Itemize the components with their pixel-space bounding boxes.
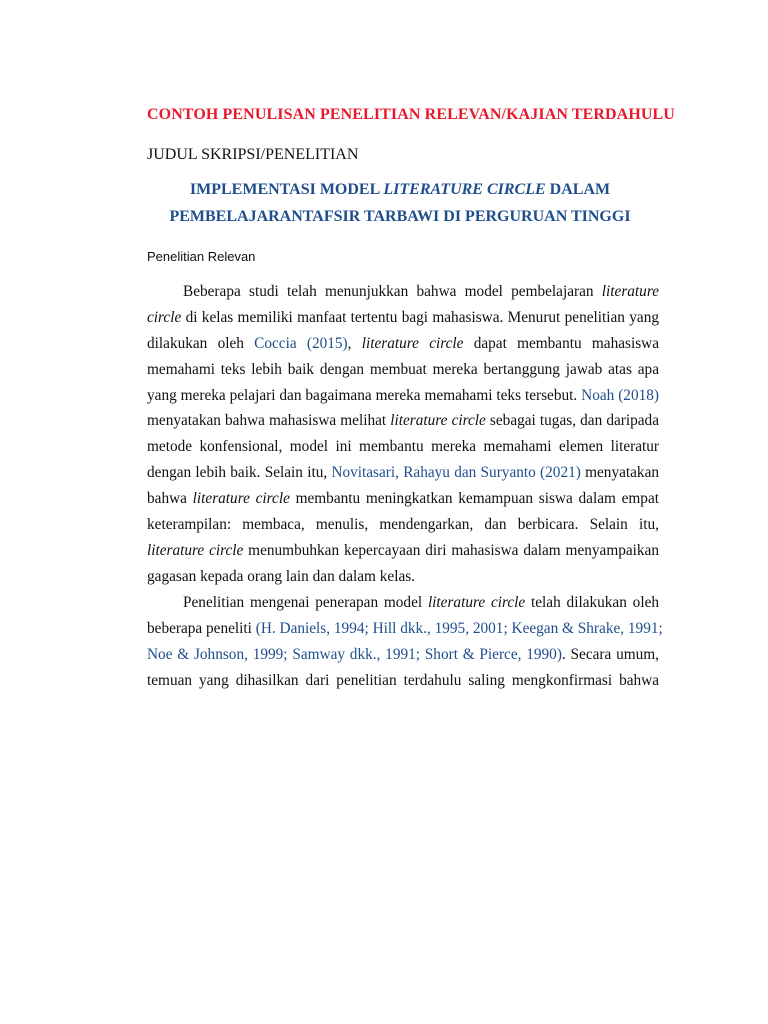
- paragraph-line: bahwa literature circle membantu meningkatkan kemampuan siswa dalam empat: [147, 490, 659, 508]
- subheading-penelitian-relevan: Penelitian Relevan: [147, 249, 256, 264]
- citation-novitasari[interactable]: Novitasari, Rahayu dan Suryanto (2021): [331, 464, 581, 482]
- citation-list-1[interactable]: (H. Daniels, 1994; Hill dkk., 1995, 2001; Keegan & Shrake, 1991;: [255, 619, 663, 637]
- title-line-1-italic: LITERATURE CIRCLE: [383, 181, 546, 198]
- paragraph-line: keterampilan: membaca, menulis, mendengarkan, dan berbicara. Selain itu,: [147, 516, 659, 534]
- paragraph-line: metode konfensional, model ini membantu mereka memahami elemen literatur: [147, 438, 659, 456]
- paragraph-line: circle di kelas memiliki manfaat tertentu bagi mahasiswa. Menurut penelitian yang: [147, 308, 659, 326]
- title-line-1-part-1: IMPLEMENTASI MODEL: [189, 181, 384, 198]
- paragraph-line: Noe & Johnson, 1999; Samway dkk., 1991; Short & Pierce, 1990). Secara umum,: [147, 645, 659, 663]
- paragraph-line: temuan yang dihasilkan dari penelitian terdahulu saling mengkonfirmasi bahwa: [147, 671, 659, 689]
- judul-label: JUDUL SKRIPSI/PENELITIAN: [147, 146, 359, 163]
- paragraph-line: dilakukan oleh Coccia (2015), literature circle dapat membantu mahasiswa: [147, 334, 660, 352]
- paragraph-line: Penelitian mengenai penerapan model literature circle telah dilakukan oleh: [183, 594, 660, 611]
- paragraph-2: [147, 590, 663, 694]
- title-line-1-part-2: DALAM: [545, 181, 611, 198]
- paragraph-1: [147, 279, 659, 590]
- paragraph-line: gagasan kepada orang lain dan dalam kelas.: [147, 567, 416, 585]
- title-line-1: [140, 181, 660, 199]
- main-heading: CONTOH PENULISAN PENELITIAN RELEVAN/KAJIAN TERDAHULU: [147, 106, 675, 123]
- citation-coccia[interactable]: Coccia (2015): [254, 334, 348, 352]
- citation-noah[interactable]: Noah (2018): [581, 386, 659, 404]
- title-line-2: PEMBELAJARANTAFSIR TARBAWI DI PERGURUAN TINGGI: [169, 208, 631, 225]
- paragraph-line: beberapa peneliti (H. Daniels, 1994; Hill dkk., 1995, 2001; Keegan & Shrake, 1991;: [147, 619, 663, 637]
- paragraph-line: Beberapa studi telah menunjukkan bahwa model pembelajaran literature: [183, 283, 659, 300]
- paragraph-line: literature circle menumbuhkan kepercayaan diri mahasiswa dalam menyampaikan: [147, 541, 659, 559]
- citation-list-2[interactable]: Noe & Johnson, 1999; Samway dkk., 1991; Short & Pierce, 1990): [147, 645, 562, 663]
- paragraph-line: dengan lebih baik. Selain itu, Novitasari, Rahayu dan Suryanto (2021) menyatakan: [147, 464, 660, 482]
- paragraph-line: memahami teks lebih baik dengan membuat mereka bertanggung jawab atas apa: [147, 360, 659, 378]
- paragraph-line: menyatakan bahwa mahasiswa melihat literature circle sebagai tugas, dan daripada: [147, 412, 659, 430]
- paragraph-line: yang mereka pelajari dan bagaimana mereka memahami teks tersebut. Noah (2018): [147, 386, 659, 404]
